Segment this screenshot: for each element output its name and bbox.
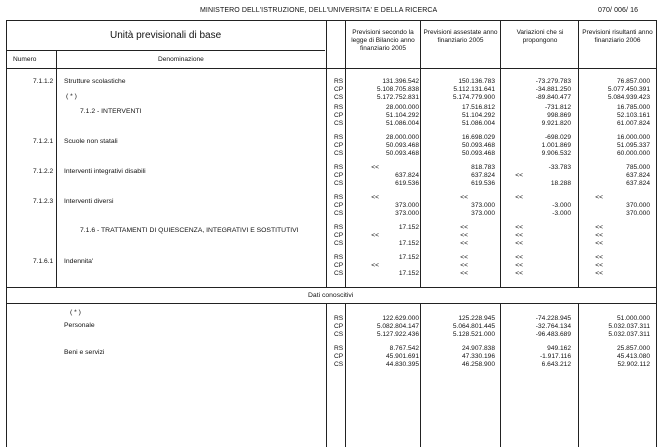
cell: 51.086.004 <box>385 120 419 127</box>
cell: << <box>515 270 523 277</box>
beni-label: Beni e servizi <box>64 349 105 356</box>
cell: 5.032.037.311 <box>608 323 650 330</box>
left-border <box>6 20 7 447</box>
type-cs: CS <box>334 240 344 247</box>
cell: 28.000.000 <box>385 104 419 111</box>
dati-top-border <box>6 287 657 288</box>
col4-divider-lower <box>578 303 579 447</box>
row-label: 7.1.6 - TRATTAMENTI DI QUIESCENZA, INTEGRATIVI E SOSTITUTIVI <box>80 227 299 234</box>
row-code: 7.1.2.1 <box>33 138 54 145</box>
cell: 16.000.000 <box>616 134 650 141</box>
cell: 637.824 <box>626 172 650 179</box>
cell: -1.917.116 <box>539 353 571 360</box>
cell: 17.152 <box>398 270 419 277</box>
cell: 50.093.468 <box>385 150 419 157</box>
cell: 5.032.037.311 <box>608 331 650 338</box>
cell: << <box>595 224 603 231</box>
type-cs: CS <box>334 331 344 338</box>
row-label: 7.1.2 - INTERVENTI <box>80 108 142 115</box>
cell: -34.881.250 <box>535 86 571 93</box>
cell: 373.000 <box>471 210 495 217</box>
cell: << <box>371 194 379 201</box>
cell: 637.824 <box>471 172 495 179</box>
type-rs: RS <box>334 134 344 141</box>
cell: << <box>595 194 603 201</box>
type-cp: CP <box>334 172 344 179</box>
cell: << <box>515 262 523 269</box>
type-cs: CS <box>334 361 344 368</box>
cell: -731.812 <box>544 104 571 111</box>
cell: << <box>515 224 523 231</box>
cell: -698.029 <box>544 134 571 141</box>
page-reference: 070/ 006/ 16 <box>598 7 639 14</box>
cell: 122.629.000 <box>382 315 419 322</box>
cell: 373.000 <box>471 202 495 209</box>
type-cp: CP <box>334 262 344 269</box>
col1-divider-lower <box>345 303 346 447</box>
dati-title: Dati conoscitivi <box>308 292 354 299</box>
cell: << <box>460 254 468 261</box>
cell: 44.830.395 <box>385 361 419 368</box>
cell: 5.172.752.831 <box>376 94 419 101</box>
col2-divider-lower <box>420 303 421 447</box>
cell: -73.279.783 <box>535 78 571 85</box>
cell: 16.785.000 <box>616 104 650 111</box>
cell: 370.000 <box>626 210 650 217</box>
col4-divider <box>578 20 579 287</box>
row-code: 7.1.6.1 <box>33 258 54 265</box>
cell: 637.824 <box>626 180 650 187</box>
type-cs: CS <box>334 94 344 101</box>
cell: 373.000 <box>395 202 419 209</box>
cell: 373.000 <box>395 210 419 217</box>
cell: 949.162 <box>547 345 571 352</box>
cell: 6.643.212 <box>541 361 571 368</box>
cell: 52.902.112 <box>617 361 650 368</box>
cell: 25.857.000 <box>616 345 650 352</box>
cell: << <box>460 224 468 231</box>
cell: 45.901.691 <box>385 353 419 360</box>
header-bottom-border <box>6 68 657 69</box>
cell: 46.258.900 <box>461 361 495 368</box>
type-cp: CP <box>334 202 344 209</box>
cell: 50.093.468 <box>385 142 419 149</box>
col3-divider-lower <box>500 303 501 447</box>
cell: 9.921.820 <box>541 120 571 127</box>
cell: << <box>515 172 523 179</box>
cell: 76.857.000 <box>616 78 650 85</box>
cell: 5.174.779.900 <box>452 94 495 101</box>
cell: -96.483.689 <box>535 331 571 338</box>
col-number-header: Numero <box>13 56 37 63</box>
cell: 51.086.004 <box>461 120 495 127</box>
col2-divider <box>420 20 421 287</box>
cell: << <box>595 270 603 277</box>
col4-header: Previsioni risultanti anno finanziario 2006 <box>582 29 653 44</box>
type-cs: CS <box>334 120 344 127</box>
cell: 51.104.292 <box>385 112 419 119</box>
type-rs: RS <box>334 254 344 261</box>
cell: -3.000 <box>552 210 571 217</box>
dati-bottom-border <box>6 303 657 304</box>
cell: 16.698.029 <box>461 134 495 141</box>
label-col-divider-lower <box>326 303 327 447</box>
row-label: Strutture scolastiche <box>64 78 126 85</box>
type-cp: CP <box>334 353 344 360</box>
row-label: Interventi integrativi disabili <box>64 168 146 175</box>
cell: 8.767.542 <box>389 345 419 352</box>
cell: 5.084.939.423 <box>607 94 650 101</box>
cell: << <box>595 254 603 261</box>
cell: << <box>460 194 468 201</box>
row-code: 7.1.2.2 <box>33 168 54 175</box>
type-cp: CP <box>334 142 344 149</box>
type-cs: CS <box>334 180 344 187</box>
cell: 5.128.521.000 <box>452 331 495 338</box>
cell: 5.082.804.147 <box>376 323 419 330</box>
type-rs: RS <box>334 164 344 171</box>
cell: -89.840.477 <box>535 94 571 101</box>
cell: 998.869 <box>547 112 571 119</box>
cell: 150.136.783 <box>458 78 495 85</box>
cell: 17.152 <box>398 240 419 247</box>
cell: 51.000.000 <box>616 315 650 322</box>
cell: -32.764.134 <box>535 323 571 330</box>
cell: 45.413.080 <box>616 353 650 360</box>
cell: 9.906.532 <box>541 150 571 157</box>
cell: 24.907.838 <box>461 345 495 352</box>
cell: 51.104.292 <box>461 112 495 119</box>
type-rs: RS <box>334 78 344 85</box>
type-cp: CP <box>334 323 344 330</box>
cell: << <box>515 232 523 239</box>
cell: 818.783 <box>471 164 495 171</box>
cell: -33.783 <box>548 164 571 171</box>
cell: 47.330.196 <box>461 353 495 360</box>
cell: 60.000.000 <box>616 150 650 157</box>
number-col-divider <box>56 51 57 287</box>
type-rs: RS <box>334 345 344 352</box>
right-border <box>656 20 657 447</box>
cell: << <box>595 240 603 247</box>
table-top-border <box>6 20 657 21</box>
cell: << <box>371 262 379 269</box>
cell: 18.288 <box>550 180 571 187</box>
row-label: Indennita' <box>64 258 94 265</box>
col1-header: Previsioni secondo la legge di Bilancio anno finanziario 2005 <box>351 29 415 52</box>
cell: 1.001.869 <box>541 142 571 149</box>
type-rs: RS <box>334 315 344 322</box>
type-rs: RS <box>334 194 344 201</box>
cell: 17.152 <box>398 224 419 231</box>
cell: 50.093.468 <box>461 150 495 157</box>
cell: << <box>515 194 523 201</box>
cell: 61.007.824 <box>616 120 650 127</box>
cell: << <box>515 254 523 261</box>
dati-note: ( * ) <box>70 309 81 316</box>
cell: << <box>460 270 468 277</box>
cell: 619.536 <box>471 180 495 187</box>
cell: 370.000 <box>626 202 650 209</box>
cell: << <box>595 262 603 269</box>
cell: 619.536 <box>395 180 419 187</box>
type-cp: CP <box>334 112 344 119</box>
cell: 51.095.337 <box>616 142 650 149</box>
ministry-header: MINISTERO DELL'ISTRUZIONE, DELL'UNIVERSITA' E DELLA RICERCA <box>200 7 438 14</box>
cell: 5.064.801.445 <box>452 323 495 330</box>
cell: 5.112.131.641 <box>453 86 495 93</box>
personale-label: Personale <box>64 322 95 329</box>
col3-divider <box>500 20 501 287</box>
type-cp: CP <box>334 86 344 93</box>
row-label: Scuole non statali <box>64 138 118 145</box>
col1-divider <box>345 20 346 287</box>
cell: << <box>515 240 523 247</box>
row-label: Interventi diversi <box>64 198 114 205</box>
cell: 5.127.922.436 <box>376 331 419 338</box>
type-rs: RS <box>334 224 344 231</box>
cell: 28.000.000 <box>385 134 419 141</box>
col3-header: Variazioni che si propongono <box>516 29 564 44</box>
cell: 17.516.812 <box>461 104 495 111</box>
col2-header: Previsioni assestate anno finanziario 2005 <box>423 29 498 44</box>
cell: << <box>460 232 468 239</box>
cell: -3.000 <box>552 202 571 209</box>
row-code: 7.1.2.3 <box>33 198 54 205</box>
cell: << <box>371 232 379 239</box>
subheader-divider <box>6 50 325 51</box>
cell: 5.108.705.838 <box>376 86 419 93</box>
cell: 131.396.542 <box>382 78 419 85</box>
cell: 50.093.468 <box>461 142 495 149</box>
cell: 17.152 <box>398 254 419 261</box>
col-denomination-header: Denominazione <box>158 56 204 63</box>
type-cs: CS <box>334 150 344 157</box>
unit-title: Unità previsionali di base <box>110 30 222 41</box>
cell: 785.000 <box>626 164 650 171</box>
type-cs: CS <box>334 270 344 277</box>
cell: << <box>460 240 468 247</box>
label-col-divider <box>326 20 327 287</box>
type-cp: CP <box>334 232 344 239</box>
cell: 125.228.945 <box>458 315 495 322</box>
cell: << <box>371 164 379 171</box>
cell: -74.228.945 <box>535 315 571 322</box>
type-cs: CS <box>334 210 344 217</box>
cell: 52.103.161 <box>616 112 650 119</box>
row-sublabel: ( * ) <box>66 93 77 100</box>
cell: 637.824 <box>395 172 419 179</box>
cell: << <box>595 232 603 239</box>
cell: << <box>460 262 468 269</box>
cell: 5.077.450.391 <box>607 86 650 93</box>
type-rs: RS <box>334 104 344 111</box>
row-code: 7.1.1.2 <box>33 78 54 85</box>
